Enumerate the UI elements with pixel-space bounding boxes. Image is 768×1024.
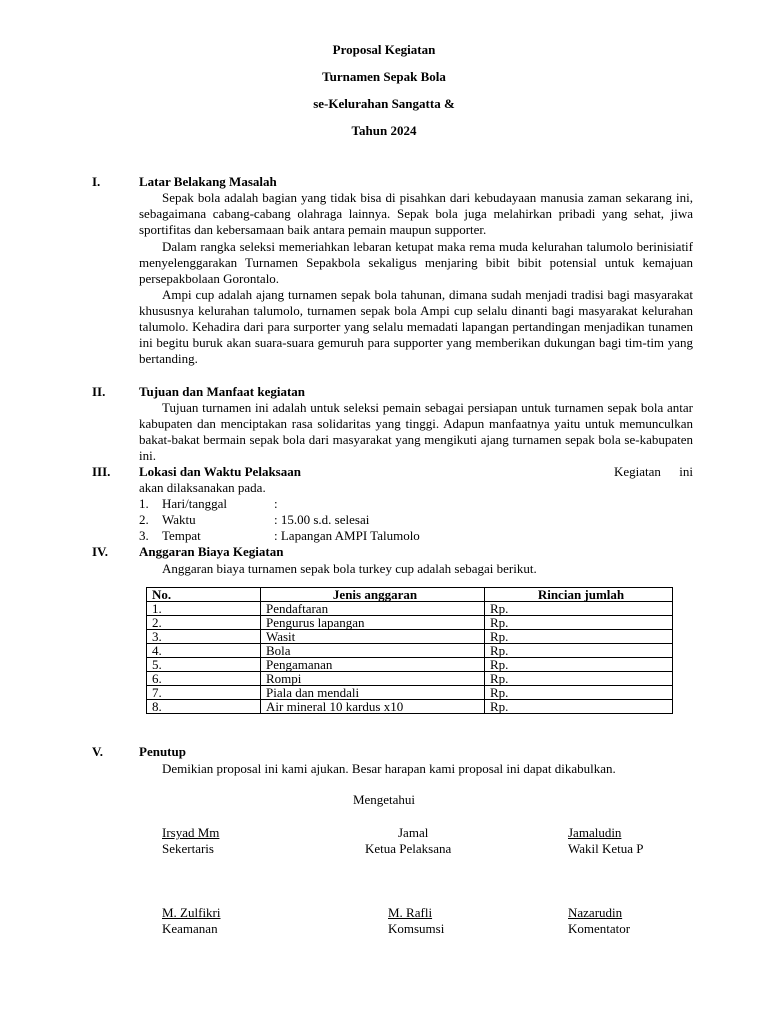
- schedule-item-value: :: [274, 496, 278, 511]
- section-5-paragraph-1: Demikian proposal ini kami ajukan. Besar harapan kami proposal ini dapat dikabulkan.: [162, 761, 616, 776]
- title-line-1: Proposal Kegiatan: [332, 42, 436, 57]
- budget-table-header-row: [147, 588, 673, 602]
- table-row: [147, 658, 673, 672]
- section-1-paragraph-1: Sepak bola adalah bagian yang tidak bisa di pisahkan dari kebudayaan manusia zaman sekarang ini, sebagaimana cabang-cabang olahraga lainnya. Sepak bola juga melahirkan pribadi yang sehat, jiwa sportifitas dan kebersamaan baik antara pemain maupun supporter.: [139, 190, 693, 237]
- table-cell-amount: Rp.: [485, 672, 673, 686]
- schedule-item-label: Hari/tanggal: [162, 496, 227, 511]
- signatory-name: Jamal: [398, 825, 429, 840]
- section-4-number: IV.: [92, 544, 109, 559]
- table-row: [147, 686, 673, 700]
- signatory-role: Ketua Pelaksana: [365, 841, 452, 856]
- table-cell-type: Pendaftaran: [261, 602, 485, 616]
- signatory-role: Sekertaris: [162, 841, 214, 856]
- table-cell-no: 1.: [147, 602, 261, 616]
- column-header-no: No.: [147, 588, 261, 602]
- section-1-heading: Latar Belakang Masalah: [139, 174, 277, 189]
- signatory-name: Jamaludin: [568, 825, 622, 840]
- table-cell-type: Bola: [261, 644, 485, 658]
- table-row: [147, 672, 673, 686]
- table-cell-amount: Rp.: [485, 602, 673, 616]
- budget-table: [146, 587, 673, 714]
- section-3-intro-continued: akan dilaksanakan pada.: [139, 480, 266, 495]
- schedule-item-number: 2.: [139, 512, 149, 527]
- column-header-amount: Rincian jumlah: [485, 588, 673, 602]
- section-3-heading: Lokasi dan Waktu Pelaksaan: [139, 464, 301, 479]
- signatory-name: M. Rafli: [388, 905, 433, 920]
- section-5-heading: Penutup: [139, 744, 186, 759]
- section-3-intro-right: Kegiatan ini: [614, 464, 693, 479]
- section-4-heading: Anggaran Biaya Kegiatan: [139, 544, 284, 559]
- signatory-name: Nazarudin: [568, 905, 623, 920]
- section-2-number: II.: [92, 384, 106, 399]
- table-cell-type: Rompi: [261, 672, 485, 686]
- schedule-item-value: : Lapangan AMPI Talumolo: [274, 528, 420, 543]
- title-line-3: se-Kelurahan Sangatta &: [313, 96, 455, 111]
- acknowledged-label: Mengetahui: [352, 792, 416, 807]
- table-cell-amount: Rp.: [485, 616, 673, 630]
- table-cell-no: 8.: [147, 700, 261, 714]
- table-cell-type: Pengamanan: [261, 658, 485, 672]
- section-4-paragraph-1: Anggaran biaya turnamen sepak bola turkey cup adalah sebagai berikut.: [162, 561, 537, 576]
- section-2-paragraph-1: Tujuan turnamen ini adalah untuk seleksi pemain sebagai persiapan untuk turnamen sepak bola antar kabupaten dan menciptakan rasa solidaritas yang tinggi. Adapun manfaatnya yaitu untuk memunculkan bakat-bakat bermain sepak bola dari masyarakat yang mengikuti ajang turnamen sepak bola se-kabupaten ini.: [139, 400, 693, 463]
- table-cell-amount: Rp.: [485, 658, 673, 672]
- table-cell-no: 6.: [147, 672, 261, 686]
- signatory-role: Komentator: [568, 921, 631, 936]
- schedule-item-label: Waktu: [162, 512, 196, 527]
- table-cell-type: Pengurus lapangan: [261, 616, 485, 630]
- signatory-role: Wakil Ketua P: [568, 841, 644, 856]
- title-line-4: Tahun 2024: [351, 123, 417, 138]
- table-cell-amount: Rp.: [485, 686, 673, 700]
- schedule-item-number: 1.: [139, 496, 149, 511]
- section-1-paragraph-2: Dalam rangka seleksi memeriahkan lebaran ketupat maka rema muda kelurahan talumolo berinisiatif menyelenggarakan Turnamen Sepakbola sekaligus menjaring bibit bibit potensial untuk kemajuan persepakbolaan Gorontalo.: [139, 239, 693, 286]
- table-cell-amount: Rp.: [485, 700, 673, 714]
- table-row: [147, 700, 673, 714]
- signatory-role: Komsumsi: [388, 921, 445, 936]
- title-line-2: Turnamen Sepak Bola: [322, 69, 446, 84]
- table-row: [147, 602, 673, 616]
- section-5-number: V.: [92, 744, 103, 759]
- table-cell-type: Wasit: [261, 630, 485, 644]
- schedule-item-number: 3.: [139, 528, 149, 543]
- table-cell-amount: Rp.: [485, 644, 673, 658]
- column-header-type: Jenis anggaran: [261, 588, 485, 602]
- schedule-item-label: Tempat: [162, 528, 201, 543]
- table-cell-no: 2.: [147, 616, 261, 630]
- table-cell-no: 5.: [147, 658, 261, 672]
- table-cell-no: 3.: [147, 630, 261, 644]
- table-cell-amount: Rp.: [485, 630, 673, 644]
- section-3-number: III.: [92, 464, 111, 479]
- table-cell-type: Piala dan mendali: [261, 686, 485, 700]
- table-row: [147, 644, 673, 658]
- schedule-item-value: : 15.00 s.d. selesai: [274, 512, 370, 527]
- table-cell-type: Air mineral 10 kardus x10: [261, 700, 485, 714]
- section-1-paragraph-3: Ampi cup adalah ajang turnamen sepak bola tahunan, dimana sudah menjadi tradisi bagi masyarakat khususnya kelurahan talumolo, turnamen sepak bola Ampi cup selalu dinanti bagi masyarakat kelurahan talumolo. Kehadira dari para surporter yang selalu memadati lapangan pertandingan menjadikan tunamen ini begitu buruk akan suara-suara gemuruh para supporter yang memberikan dukungan bagi tim-tim yang bertanding.: [139, 287, 693, 366]
- table-cell-no: 4.: [147, 644, 261, 658]
- signatory-name: M. Zulfikri: [162, 905, 221, 920]
- signatory-role: Keamanan: [162, 921, 218, 936]
- table-cell-no: 7.: [147, 686, 261, 700]
- signatory-name: Irsyad Mm: [162, 825, 220, 840]
- table-row: [147, 630, 673, 644]
- table-row: [147, 616, 673, 630]
- section-2-heading: Tujuan dan Manfaat kegiatan: [139, 384, 306, 399]
- section-1-number: I.: [92, 174, 101, 189]
